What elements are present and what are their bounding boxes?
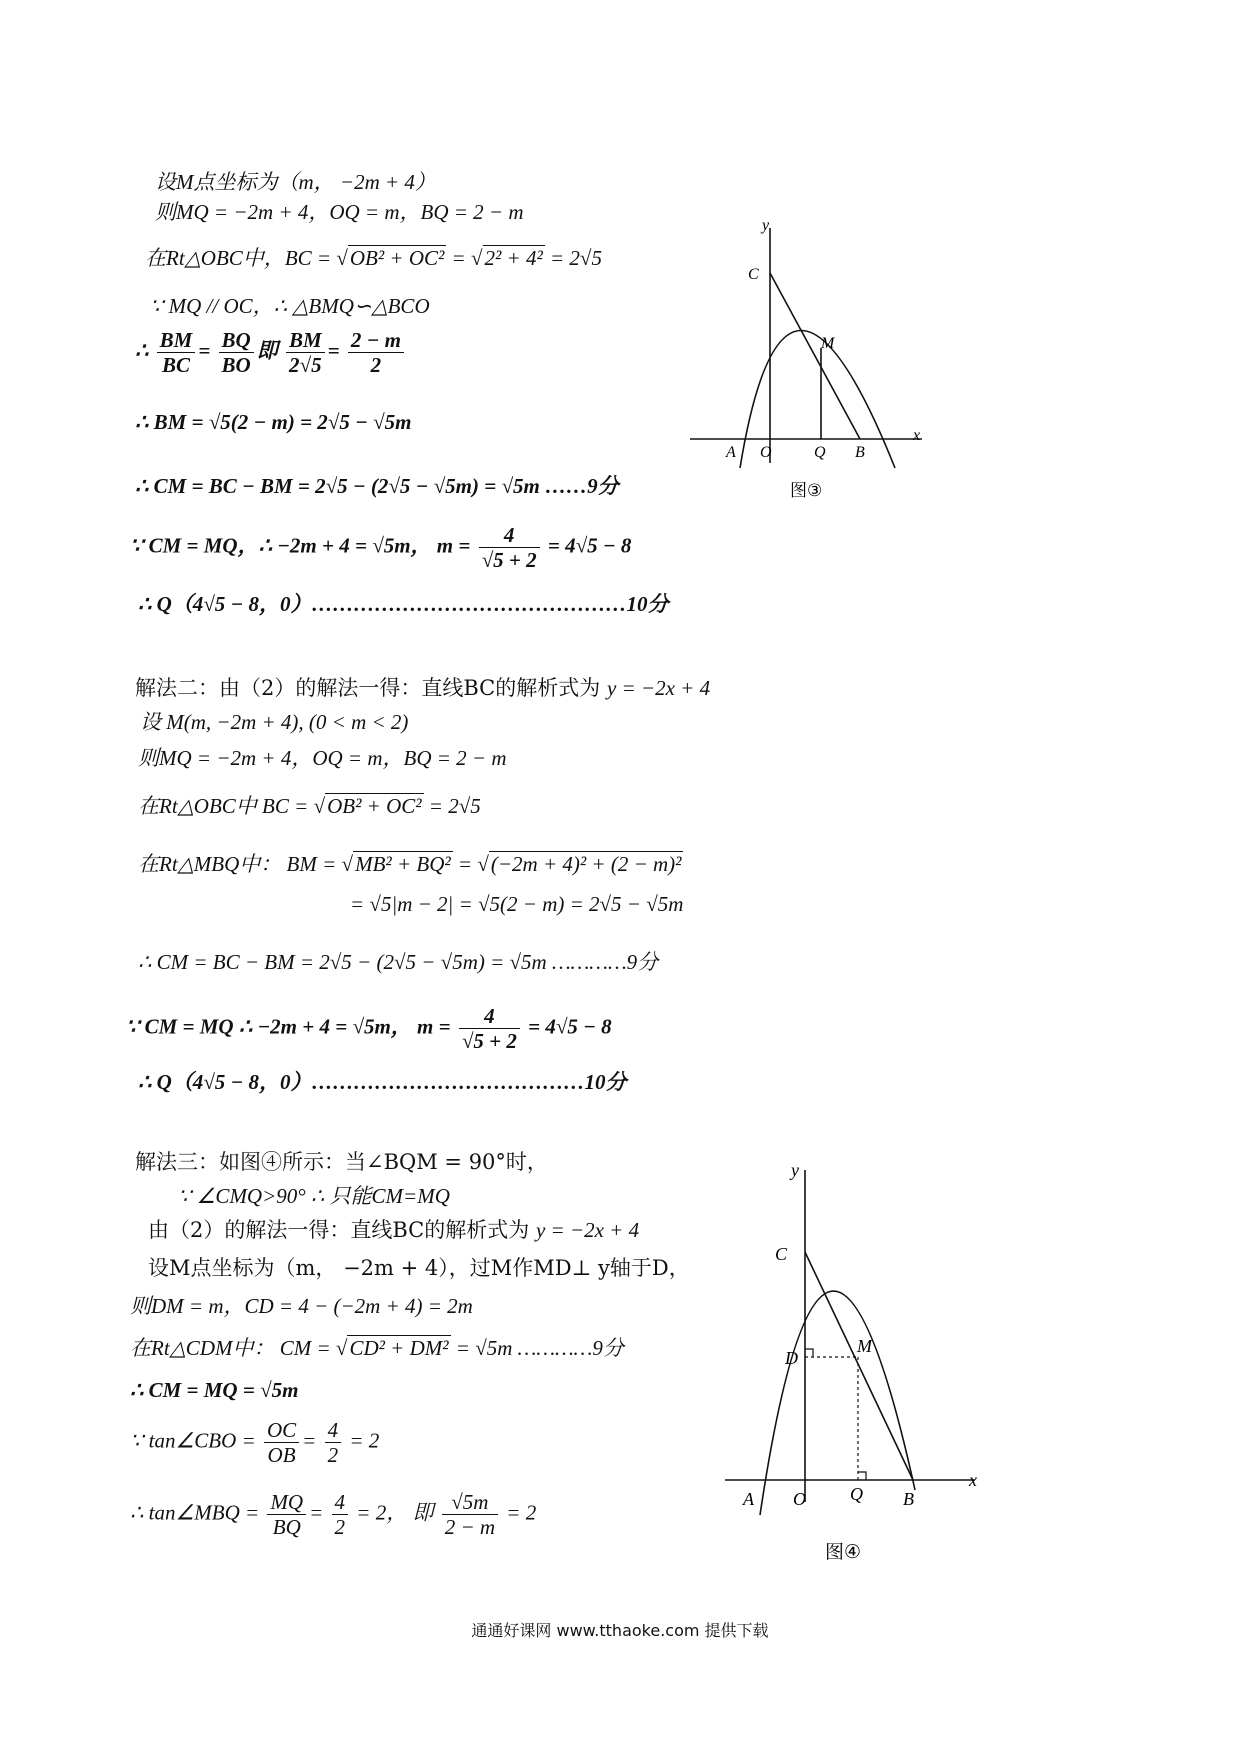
m1-line-7: ∴ CM = BC − BM = 2√5 − (2√5 − √5m) = √5m ……9分 [135, 474, 619, 498]
fig4-right-angle-q [858, 1472, 866, 1480]
fig3-label-c: C [748, 266, 759, 283]
fig4-label-b: B [903, 1489, 914, 1509]
m2-line-6: = √5|m − 2| = √5(2 − m) = 2√5 − √5m [350, 892, 684, 916]
figure-4 [725, 1160, 990, 1580]
m1-line-1: 设M点坐标为（m， −2m + 4） [155, 170, 436, 194]
m3-line-9: ∴ tan∠MBQ = $\frac{MQ}{BQ}$ = $\frac{4}{2}$ = 2， 即 $\frac{√5m}{2 - m}$ = 2 [130, 1490, 537, 1540]
m1-line-8: ∵ CM = MQ，∴ −2m + 4 = √5m， m = $\frac{4}{√5 + 2}$ = 4√5 − 8 [130, 523, 632, 573]
fig3-label-q: Q [814, 444, 826, 461]
m3-line-7: ∴ CM = MQ = √5m [130, 1378, 299, 1402]
fig3-line-bc [770, 273, 860, 439]
fig3-caption: 图③ [790, 481, 823, 501]
m1-line-9: ∴ Q（4√5 − 8，0）………………………………………10分 [138, 592, 669, 616]
fig4-label-c: C [775, 1244, 788, 1264]
m1-line-4: ∵ MQ // OC，∴ △BMQ∽△BCO [150, 294, 430, 318]
m2-line-1: 解法二：由（2）的解法一得：直线BC的解析式为 y = −2x + 4 [135, 676, 711, 700]
m1-line-2: 则MQ = −2m + 4，OQ = m，BQ = 2 − m [155, 200, 524, 224]
m1-line-6: ∴ BM = √5(2 − m) = 2√5 − √5m [135, 410, 412, 434]
fig4-label-m: M [857, 1336, 872, 1356]
fig4-parabola [760, 1291, 915, 1515]
fig4-label-o: O [793, 1489, 806, 1509]
fig4-label-a: A [743, 1489, 754, 1509]
m1-line-3: 在Rt△OBC中，BC = √OB² + OC² = √2² + 4² = 2√5 [145, 246, 602, 270]
m2-line-5: 在Rt△MBQ中： BM = √MB² + BQ² = √(−2m + 4)² + (2 − m)² [138, 852, 682, 876]
fig4-label-d: D [785, 1348, 798, 1368]
fig3-label-a: A [726, 444, 736, 461]
m2-line-9: ∴ Q（4√5 − 8，0）…………………………………10分 [138, 1070, 627, 1094]
fig3-label-o: O [760, 444, 772, 461]
fig3-label-x: x [913, 427, 921, 444]
fig4-right-angle-d [805, 1349, 813, 1357]
m3-line-2: ∵ ∠CMQ>90° ∴ 只能CM=MQ [178, 1184, 450, 1208]
fig4-line-bc [805, 1252, 913, 1480]
fig4-label-x: x [969, 1470, 977, 1490]
page-footer: 通通好课网 www.tthaoke.com 提供下载 [471, 1621, 769, 1640]
fig3-label-m: M [821, 335, 835, 352]
m1-line-5: ∴ $\frac{BM}{BC}$ = $\frac{BQ}{BO}$ 即 $\frac{BM}{2√5}$ = $\frac{2 - m}{2}$ [135, 328, 407, 377]
m2-line-3: 则MQ = −2m + 4，OQ = m，BQ = 2 − m [138, 746, 507, 770]
m3-line-5: 则DM = m，CD = 4 − (−2m + 4) = 2m [130, 1294, 473, 1318]
fig4-caption: 图④ [825, 1541, 862, 1563]
m3-line-8: ∵ tan∠CBO = $\frac{OC}{OB}$ = $\frac{4}{2}$ = 2 [130, 1418, 380, 1468]
m2-line-8: ∵ CM = MQ ∴ −2m + 4 = √5m， m = $\frac{4}{√5 + 2}$ = 4√5 − 8 [126, 1004, 612, 1054]
fig3-label-y: y [762, 218, 770, 234]
m3-line-3: 由（2）的解法一得：直线BC的解析式为 y = −2x + 4 [148, 1218, 640, 1242]
m3-line-1: 解法三：如图④所示：当∠BQM = 90°时， [135, 1150, 548, 1174]
fig4-label-q: Q [850, 1484, 863, 1504]
figure-3 [690, 218, 935, 508]
m3-line-4: 设M点坐标为（m， −2m + 4），过M作MD⊥ y轴于D， [148, 1256, 690, 1280]
m3-line-6: 在Rt△CDM中： CM = √CD² + DM² = √5m …………9分 [130, 1336, 624, 1360]
fig4-label-y: y [791, 1160, 799, 1180]
m2-line-2: 设 M(m, −2m + 4), (0 < m < 2) [140, 710, 409, 734]
m2-line-4: 在Rt△OBC中 BC = √OB² + OC² = 2√5 [138, 794, 481, 818]
fig3-label-b: B [855, 444, 865, 461]
m2-line-7: ∴ CM = BC − BM = 2√5 − (2√5 − √5m) = √5m …………9分 [138, 950, 659, 974]
